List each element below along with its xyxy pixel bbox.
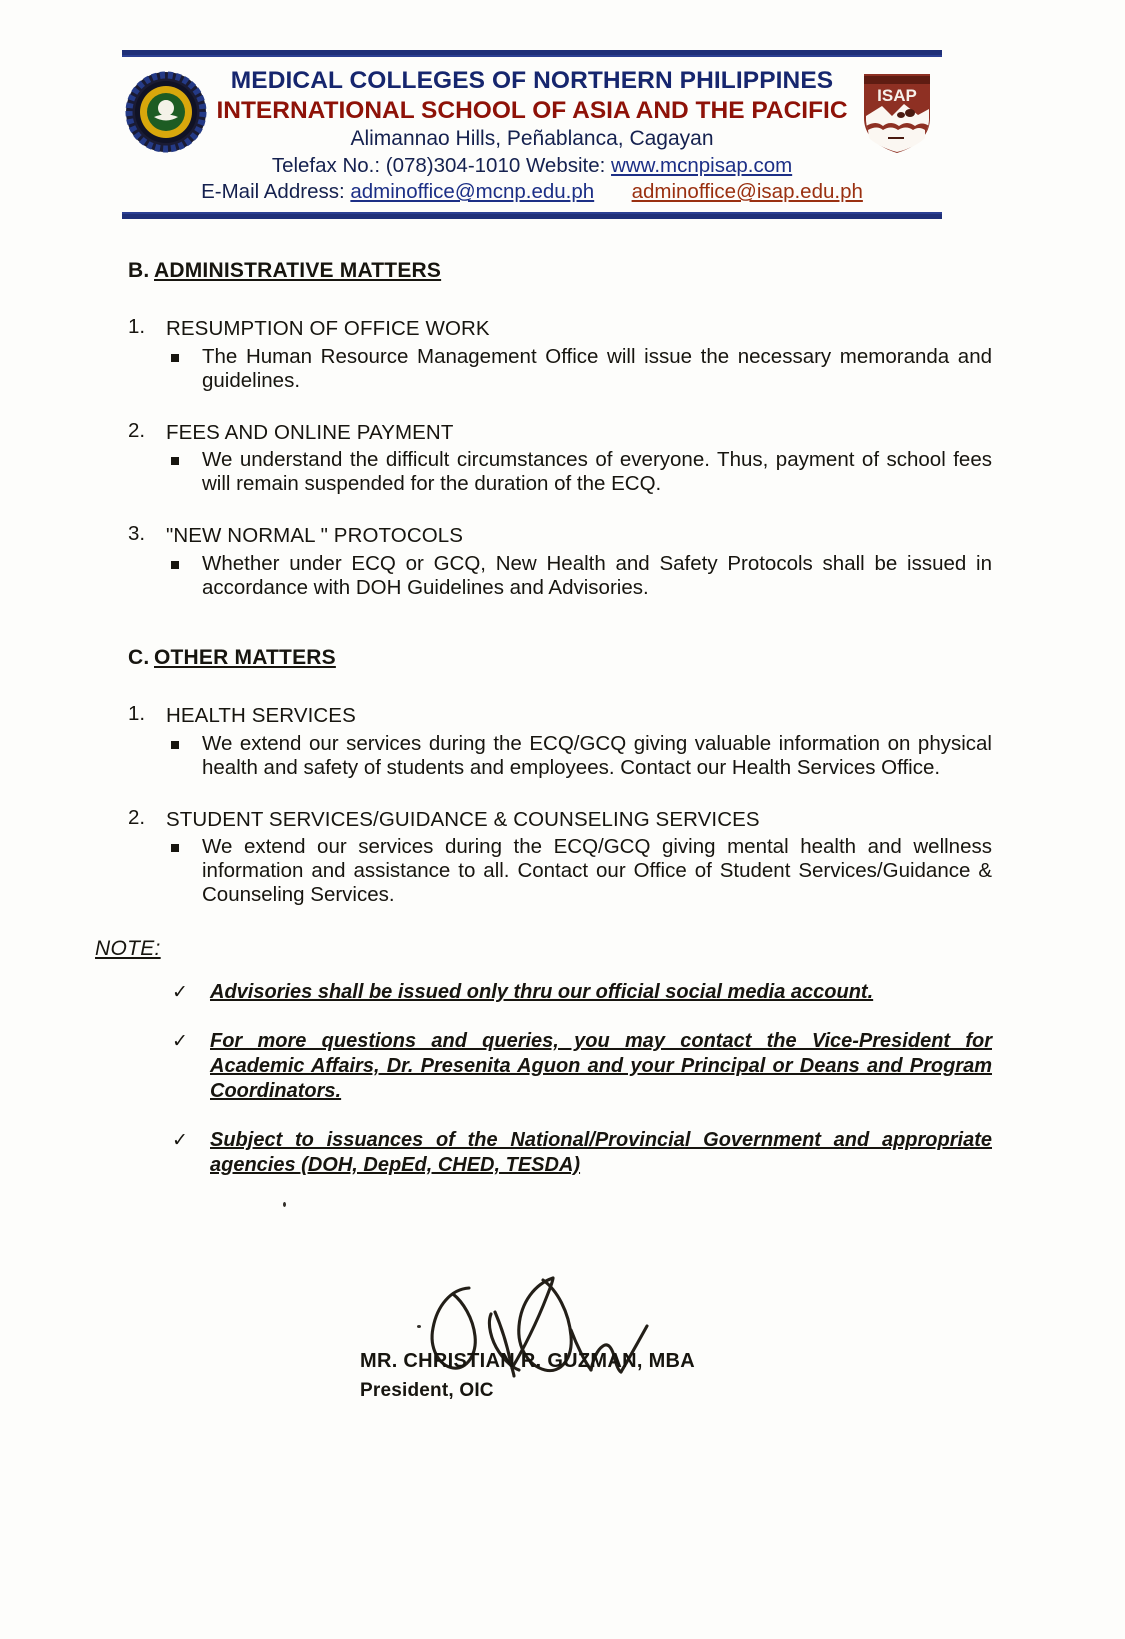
bullet-text: Whether under ECQ or GCQ, New Health and Safety Protocols shall be issued in accordance with DOH Guidelines and Advisories. — [202, 551, 992, 599]
section-heading-c — [128, 646, 1125, 670]
bullet-point — [166, 732, 992, 780]
list-item — [128, 522, 1125, 600]
bullet-point — [166, 552, 992, 600]
section-heading-b — [128, 259, 1125, 283]
email-primary-link[interactable]: adminoffice@mcnp.edu.ph — [350, 180, 595, 204]
list-item — [128, 315, 1125, 393]
email-label: E-Mail Address: — [201, 180, 345, 204]
email-line — [122, 179, 942, 206]
square-bullet-icon — [171, 354, 179, 362]
check-icon: ✓ — [172, 1031, 188, 1052]
letterhead-content — [122, 60, 942, 210]
bullet-point — [166, 835, 992, 907]
scan-artifact-speck — [283, 1202, 286, 1207]
note-item — [168, 1029, 992, 1104]
item-number: 1. — [128, 315, 146, 338]
isap-shield-label: ISAP — [877, 86, 917, 105]
note-item — [168, 1128, 992, 1178]
item-title: RESUMPTION OF OFFICE WORK — [166, 317, 490, 340]
square-bullet-icon — [171, 741, 179, 749]
note-text: For more questions and queries, you may contact the Vice-President for Academic Affairs, Dr. Presenita Aguon and your Principal or Deans and Program Coordinators. — [210, 1030, 992, 1102]
signatory-name: MR. CHRISTIAN R. GUZMAN, MBA — [360, 1350, 696, 1372]
note-text: Advisories shall be issued only thru our official social media account. — [210, 981, 874, 1003]
email-secondary-link[interactable]: adminoffice@isap.edu.ph — [631, 180, 863, 204]
list-item — [128, 419, 1125, 497]
note-list — [0, 980, 1125, 1178]
square-bullet-icon — [171, 844, 179, 852]
bullet-text: We extend our services during the ECQ/GCQ giving valuable information on physical health and safety of students and employees. Contact our Health Services Office. — [202, 731, 992, 779]
letterhead — [122, 50, 942, 219]
bullet-text: We extend our services during the ECQ/GCQ giving mental health and wellness information and assistance to all. Contact our Office of Student Services/Guidance & Counseling Services. — [202, 835, 992, 907]
school-name-line1: MEDICAL COLLEGES OF NORTHERN PHILIPPINES — [230, 67, 834, 94]
isap-shield-logo — [858, 68, 936, 156]
signatory-title: President, OIC — [360, 1380, 494, 1401]
item-title: STUDENT SERVICES/GUIDANCE & COUNSELING SERVICES — [166, 807, 760, 831]
section-b-title: ADMINISTRATIVE MATTERS — [154, 259, 442, 282]
note-text: Subject to issuances of the National/Provincial Government and appropriate agencies (DOH, DepEd, CHED, TESDA) — [210, 1129, 992, 1176]
document-body — [0, 245, 1125, 907]
note-label: NOTE: — [95, 937, 161, 960]
bullet-point — [166, 448, 992, 496]
bullet-text: The Human Resource Management Office will issue the necessary memoranda and guidelines. — [202, 344, 992, 392]
section-b-letter: B. — [128, 259, 150, 282]
item-number: 2. — [128, 805, 146, 829]
list-item — [128, 806, 1125, 908]
item-title: "NEW NORMAL " PROTOCOLS — [166, 524, 464, 548]
website-link[interactable]: www.mcnpisap.com — [611, 153, 793, 177]
square-bullet-icon — [171, 561, 179, 569]
item-title: HEALTH SERVICES — [166, 703, 356, 727]
square-bullet-icon — [171, 457, 179, 465]
telefax-label: Telefax No.: (078)304-1010 Website: — [271, 153, 606, 177]
item-number: 1. — [128, 701, 146, 725]
section-c-letter: C. — [128, 645, 150, 669]
school-address: Alimannao Hills, Peñablanca, Cagayan — [350, 126, 714, 150]
item-number: 3. — [128, 522, 146, 546]
list-item — [128, 702, 1125, 780]
check-icon: ✓ — [172, 1130, 188, 1151]
letterhead-bottom-rule — [122, 212, 942, 219]
bullet-point — [166, 345, 992, 393]
section-c-title: OTHER MATTERS — [154, 645, 336, 669]
telefax-website-line — [122, 153, 942, 180]
item-title: FEES AND ONLINE PAYMENT — [166, 420, 454, 444]
bullet-text: We understand the difficult circumstances of everyone. Thus, payment of school fees will remain suspended for the duration of the ECQ. — [202, 448, 992, 496]
mcnp-seal-logo — [124, 70, 208, 154]
check-icon: ✓ — [172, 982, 188, 1003]
note-item — [168, 980, 992, 1005]
item-number: 2. — [128, 418, 146, 442]
letterhead-top-rule — [122, 50, 942, 57]
school-name-line2: INTERNATIONAL SCHOOL OF ASIA AND THE PACIFIC — [216, 96, 848, 124]
